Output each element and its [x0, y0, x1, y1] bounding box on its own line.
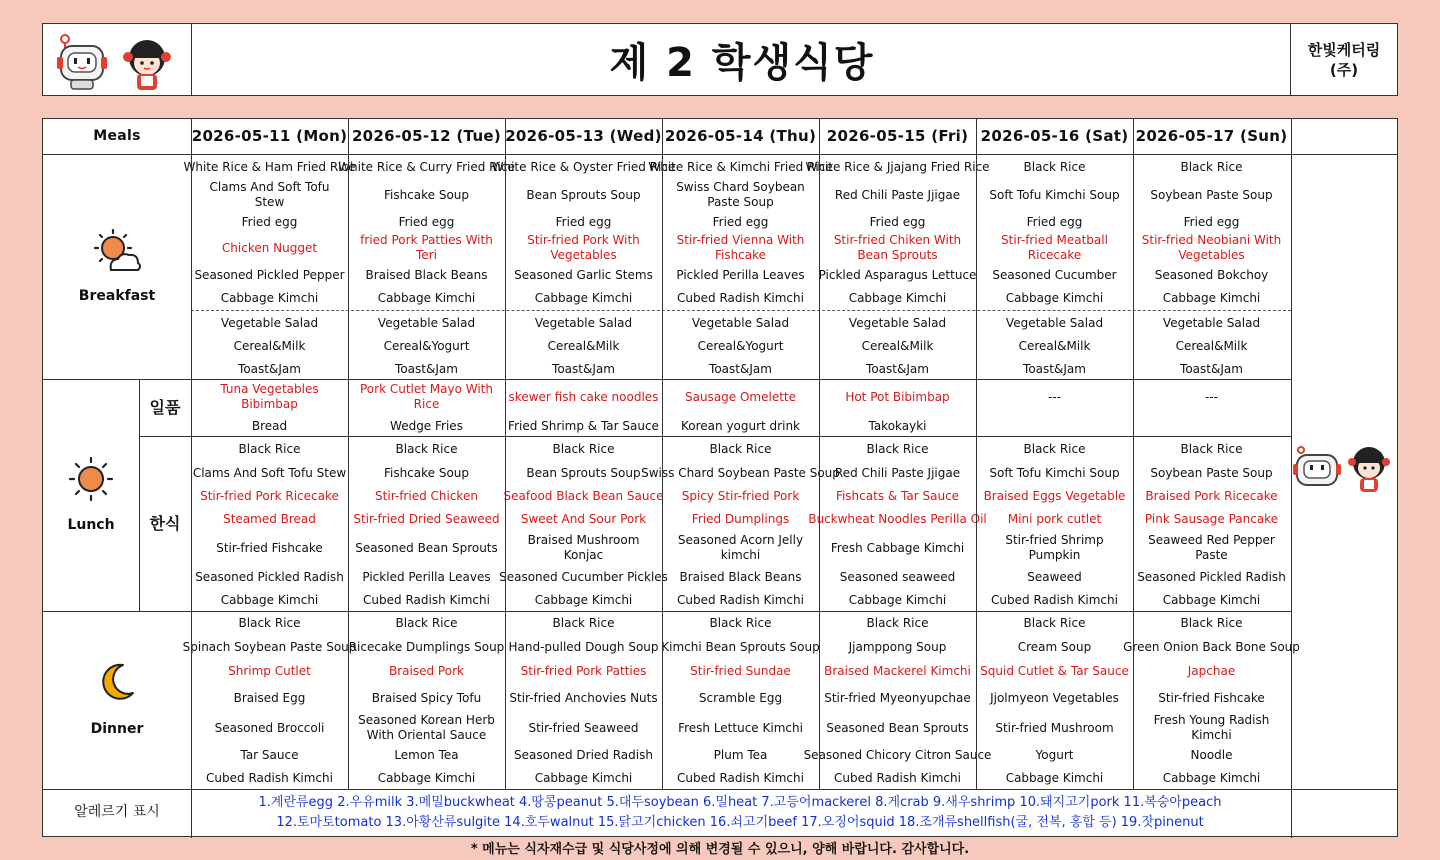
breakfast-label-text: Breakfast [78, 287, 156, 304]
menu-item: Seasoned Chicory Citron Sauce [803, 747, 992, 762]
korean-label: 한식 [149, 513, 181, 533]
menu-item: Kimchi Bean Sprouts Soup [661, 639, 820, 654]
menu-item: Seasoned Bean Sprouts [826, 720, 969, 735]
page-title: 제 2 학생식당 [609, 40, 875, 86]
day-header: 2026-05-16 (Sat) [980, 127, 1129, 146]
right-mascot-cell [1291, 154, 1397, 789]
menu-item: Jjolmyeon Vegetables [990, 690, 1119, 705]
menu-item: Black Rice [552, 615, 615, 630]
menu-item: Stir-fried Meatball Ricecake [1001, 233, 1108, 262]
special-label: 일품 [149, 397, 181, 417]
menu-item: Clams And Soft Tofu Stew [192, 465, 347, 480]
menu-item: Seasoned Cucumber [992, 267, 1117, 282]
menu-item: Cabbage Kimchi [377, 290, 476, 305]
menu-item: Bean Sprouts Soup [526, 465, 641, 480]
menu-item: Cabbage Kimchi [848, 290, 947, 305]
menu-item: Fried egg [398, 214, 455, 229]
menu-item: Black Rice [709, 615, 772, 630]
menu-item: Lemon Tea [394, 747, 459, 762]
menu-item: Seasoned Pickled Radish [195, 569, 344, 584]
menu-item: Green Onion Back Bone Soup [1123, 639, 1300, 654]
menu-item: Braised Mushroom Konjac [527, 533, 640, 562]
menu-item: Seaweed Red Pepper Paste [1148, 533, 1275, 562]
menu-item: Vegetable Salad [848, 315, 947, 330]
menu-item: Scramble Egg [698, 690, 783, 705]
menu-item: Pickled Asparagus Lettuce [818, 267, 977, 282]
menu-item: Fishcake Soup [383, 465, 470, 480]
menu-item: Bean Sprouts Soup [526, 187, 641, 202]
menu-item [976, 416, 1133, 436]
menu-item: Red Chili Paste Jjigae [834, 187, 961, 202]
menu-item: Cabbage Kimchi [1005, 770, 1104, 785]
menu-item: Stir-fried Sundae [690, 663, 791, 678]
menu-item: fried Pork Patties With Teri [360, 233, 493, 262]
menu-item: Shrimp Cutlet [228, 663, 311, 678]
menu-item: Black Rice [709, 441, 772, 456]
menu-item: Cabbage Kimchi [848, 592, 947, 607]
menu-item: Fried egg [712, 214, 769, 229]
menu-item: Braised Black Beans [679, 569, 802, 584]
menu-item: Cabbage Kimchi [220, 290, 319, 305]
menu-item: Hot Pot Bibimbap [845, 389, 950, 404]
menu-item: Black Rice [1180, 159, 1243, 174]
menu-item: Stir-fried Fishcake [1158, 690, 1265, 705]
menu-item: Soft Tofu Kimchi Soup [989, 187, 1120, 202]
menu-item: Stir-fried Pork Patties [520, 663, 647, 678]
menu-item: Sausage Omelette [684, 389, 797, 404]
menu-item: Toast&Jam [238, 361, 301, 376]
menu-item: Braised Mackerel Kimchi [824, 663, 971, 678]
menu-item: Soybean Paste Soup [1150, 187, 1273, 202]
menu-item: Spicy Stir-fried Pork [681, 488, 800, 503]
menu-item: Pickled Perilla Leaves [362, 569, 491, 584]
menu-item: Korean yogurt drink [681, 418, 800, 433]
menu-item: Fresh Cabbage Kimchi [830, 540, 965, 555]
menu-item: Cabbage Kimchi [1162, 290, 1261, 305]
menu-item: White Rice & Curry Fried Rice [338, 159, 515, 174]
menu-item: Cabbage Kimchi [1005, 290, 1104, 305]
lunch-label-text: Lunch [67, 517, 115, 534]
mascot-logo-cell [43, 24, 192, 95]
menu-item: Black Rice [1023, 615, 1086, 630]
menu-item: Cubed Radish Kimchi [991, 592, 1118, 607]
menu-item: Seasoned Pickled Pepper [194, 267, 345, 282]
menu-item: Stir-fried Chicken [375, 488, 478, 503]
menu-item: Swiss Chard Soybean Paste Soup [676, 180, 805, 209]
menu-item: Buckwheat Noodles Perilla Oil [808, 511, 987, 526]
menu-item: Black Rice [238, 441, 301, 456]
menu-item: Ricecake Dumplings Soup [348, 639, 505, 654]
menu-item: Mini pork cutlet [1007, 511, 1102, 526]
menu-item: Vegetable Salad [220, 315, 319, 330]
menu-item: Stir-fried Myeonyupchae [824, 690, 971, 705]
menu-item: Seasoned Bokchoy [1154, 267, 1269, 282]
menu-item: Fishcake Soup [383, 187, 470, 202]
moon-icon [97, 661, 137, 703]
grid-line [43, 154, 1398, 155]
page-header [42, 23, 1398, 96]
day-header: 2026-05-15 (Fri) [826, 127, 969, 146]
menu-item: Stir-fried Anchovies Nuts [509, 690, 658, 705]
menu-item: Cereal&Yogurt [383, 338, 470, 353]
menu-item: Toast&Jam [1023, 361, 1086, 376]
menu-item: White Rice & Kimchi Fried Rice [648, 159, 833, 174]
breakfast-label [43, 154, 191, 379]
menu-item: Cereal&Milk [861, 338, 934, 353]
menu-item: Toast&Jam [552, 361, 615, 376]
menu-item: Seasoned Garlic Stems [514, 267, 653, 282]
menu-item: Seasoned Broccoli [214, 720, 325, 735]
menu-item: Braised Spicy Tofu [371, 690, 482, 705]
menu-table [42, 118, 1398, 837]
menu-item: Cubed Radish Kimchi [677, 770, 804, 785]
menu-item: Braised Pork Ricecake [1145, 488, 1278, 503]
menu-item: Black Rice [395, 441, 458, 456]
allergy-line-1: 1.계란류egg 2.우유milk 3.메밀buckwheat 4.땅콩peanut 5.대두soybean 6.밀heat 7.고등어mackerel 8.게crab 9.새우shrimp 10.돼지고기pork 11.복숭아peach [258, 794, 1222, 810]
menu-item: Stir-fried Neobiani With Vegetables [1141, 233, 1282, 262]
menu-item: Clams And Soft Tofu Stew [209, 180, 330, 209]
menu-item: Red Chili Paste Jjigae [834, 465, 961, 480]
menu-item: Fresh Lettuce Kimchi [678, 720, 803, 735]
menu-item: Cubed Radish Kimchi [834, 770, 961, 785]
grid-line [43, 379, 1291, 380]
menu-item: Chicken Nugget [221, 240, 318, 255]
grid-line [662, 119, 663, 789]
sun-cloud-icon [91, 228, 143, 274]
menu-item: Black Rice [866, 441, 929, 456]
menu-item: Cereal&Milk [233, 338, 306, 353]
menu-item: Cereal&Yogurt [697, 338, 784, 353]
dinner-label [43, 611, 191, 789]
day-header: 2026-05-13 (Wed) [505, 127, 662, 146]
menu-item: Cabbage Kimchi [534, 592, 633, 607]
menu-item: Spinach Soybean Paste Soup [182, 639, 357, 654]
menu-item: Soft Tofu Kimchi Soup [989, 465, 1120, 480]
menu-item: Cubed Radish Kimchi [677, 290, 804, 305]
menu-item: Tar Sauce [240, 747, 299, 762]
menu-item: Soybean Paste Soup [1150, 465, 1273, 480]
menu-item: --- [1205, 389, 1218, 404]
grid-line [505, 119, 506, 789]
menu-item: Cubed Radish Kimchi [206, 770, 333, 785]
menu-item: Seasoned Cucumber Pickles [499, 569, 668, 584]
grid-line [819, 119, 820, 789]
menu-item: Black Rice [1023, 441, 1086, 456]
menu-item: Vegetable Salad [691, 315, 790, 330]
menu-item: Wedge Fries [390, 418, 463, 433]
grid-line [43, 789, 1398, 790]
grid-line [1291, 119, 1292, 838]
menu-item: Stir-fried Vienna With Fishcake [676, 233, 805, 262]
mascot-girl-icon [121, 36, 173, 92]
menu-item: Fresh Young Radish Kimchi [1153, 713, 1270, 742]
menu-item: Seasoned Dried Radish [514, 747, 653, 762]
menu-item: Toast&Jam [1180, 361, 1243, 376]
menu-item: Black Rice [866, 615, 929, 630]
menu-item: Black Rice [552, 441, 615, 456]
menu-item: Braised Eggs Vegetable [983, 488, 1126, 503]
allergy-line-2: 12.토마토tomato 13.아황산류sulgite 14.호두walnut 15.닭고기chicken 16.쇠고기beef 17.오징어squid 18.조개류shellfish(굴, 전복, 홍합 등) 19.잣pinenut [276, 814, 1204, 830]
menu-item: Stir-fried Pork Ricecake [200, 488, 339, 503]
menu-item: Japchae [1187, 663, 1236, 678]
menu-item: Stir-fried Mushroom [995, 720, 1114, 735]
menu-item: Stir-fried Chiken With Bean Sprouts [833, 233, 962, 262]
meals-header: Meals [93, 127, 141, 144]
grid-line-dashed [191, 310, 1291, 311]
menu-item: Seasoned seaweed [839, 569, 956, 584]
menu-item: White Rice & Ham Fried Rice [183, 159, 356, 174]
day-header: 2026-05-14 (Thu) [664, 127, 817, 146]
menu-item: Cream Soup [1017, 639, 1092, 654]
menu-item: Fried Shrimp & Tar Sauce [508, 418, 659, 433]
menu-item: Stir-fried Seaweed [528, 720, 639, 735]
menu-item: Jjamppong Soup [848, 639, 947, 654]
menu-item: Yogurt [1035, 747, 1074, 762]
menu-item: --- [1048, 389, 1061, 404]
menu-item: Braised Black Beans [365, 267, 488, 282]
company-name-line1: 한빛케터링 [1307, 40, 1381, 59]
footer-note: * 메뉴는 식자재수급 및 식당사정에 의해 변경될 수 있으니, 양해 바랍니다. 감사합니다. [470, 842, 970, 857]
menu-item: Swiss Chard Soybean Paste Soup [641, 465, 840, 480]
menu-item: Cabbage Kimchi [1162, 592, 1261, 607]
mascot-icon [1293, 444, 1393, 494]
menu-item: Pink Sausage Pancake [1144, 511, 1279, 526]
menu-item: Vegetable Salad [534, 315, 633, 330]
menu-item: Black Rice [1180, 615, 1243, 630]
mascot-robot-icon [57, 32, 115, 90]
menu-item: White Rice & Oyster Fried Rice [491, 159, 676, 174]
menu-item: Vegetable Salad [1162, 315, 1261, 330]
grid-line [139, 436, 1291, 437]
menu-item: Seasoned Pickled Radish [1137, 569, 1286, 584]
menu-item: Cubed Radish Kimchi [677, 592, 804, 607]
menu-item: Cereal&Milk [1018, 338, 1091, 353]
menu-item: Fried egg [869, 214, 926, 229]
menu-item: Braised Pork [389, 663, 464, 678]
grid-line [976, 119, 977, 789]
lunch-label [43, 379, 139, 611]
menu-item: Fried Dumplings [691, 511, 790, 526]
menu-item: Stir-fried Fishcake [216, 540, 323, 555]
menu-item: Cabbage Kimchi [534, 290, 633, 305]
sun-icon [67, 455, 115, 503]
menu-item: Black Rice [1180, 441, 1243, 456]
menu-item: Fried egg [241, 214, 298, 229]
menu-item: Cabbage Kimchi [377, 770, 476, 785]
menu-item: Cereal&Milk [1175, 338, 1248, 353]
menu-item: Stir-fried Shrimp Pumpkin [1005, 533, 1104, 562]
menu-item: Black Rice [1023, 159, 1086, 174]
menu-item: skewer fish cake noodles [508, 389, 659, 404]
menu-item: Bread [251, 418, 288, 433]
grid-line [139, 379, 140, 611]
menu-item: Plum Tea [713, 747, 768, 762]
menu-item: Pork Cutlet Mayo With Rice [360, 382, 493, 411]
menu-item: Squid Cutlet & Tar Sauce [980, 663, 1129, 678]
menu-item: Cabbage Kimchi [534, 770, 633, 785]
menu-item: Black Rice [238, 615, 301, 630]
menu-item: Seafood Black Bean Sauce [503, 488, 664, 503]
grid-line [43, 611, 1291, 612]
menu-item: Noodle [1190, 747, 1233, 762]
menu-item: Seasoned Korean Herb With Oriental Sauce [358, 713, 495, 742]
menu-item [1133, 416, 1290, 436]
menu-item: Cabbage Kimchi [220, 592, 319, 607]
allergy-info [191, 789, 1289, 836]
menu-item: Cereal&Milk [547, 338, 620, 353]
menu-item: Steamed Bread [223, 511, 316, 526]
grid-line [348, 119, 349, 789]
menu-item: Fried egg [1026, 214, 1083, 229]
menu-item: Takokayki [868, 418, 927, 433]
menu-item: Pickled Perilla Leaves [676, 267, 805, 282]
menu-item: Stir-fried Pork With Vegetables [527, 233, 640, 262]
allergy-label: 알레르기 표시 [74, 803, 160, 820]
grid-line [1133, 119, 1134, 789]
menu-item: Toast&Jam [866, 361, 929, 376]
menu-item: Toast&Jam [395, 361, 458, 376]
company-name [1290, 24, 1397, 95]
menu-item: Sweet And Sour Pork [520, 511, 647, 526]
menu-item: Vegetable Salad [377, 315, 476, 330]
menu-item: Hand-pulled Dough Soup [508, 639, 659, 654]
menu-item: Braised Egg [233, 690, 306, 705]
menu-item: Fried egg [1183, 214, 1240, 229]
menu-item: Stir-fried Dried Seaweed [353, 511, 500, 526]
company-name-line2: (주) [1329, 60, 1359, 79]
menu-item: Tuna Vegetables Bibimbap [220, 382, 319, 411]
menu-item: White Rice & Jjajang Fried Rice [805, 159, 990, 174]
day-header: 2026-05-11 (Mon) [191, 127, 348, 146]
menu-item: Seasoned Acorn Jelly kimchi [677, 533, 804, 562]
menu-item: Fried egg [555, 214, 612, 229]
day-header: 2026-05-12 (Tue) [351, 127, 502, 146]
dinner-label-text: Dinner [90, 721, 144, 738]
menu-item: Fishcats & Tar Sauce [835, 488, 960, 503]
menu-item: Vegetable Salad [1005, 315, 1104, 330]
menu-item: Cubed Radish Kimchi [363, 592, 490, 607]
day-header: 2026-05-17 (Sun) [1135, 127, 1288, 146]
menu-item: Seaweed [1027, 569, 1082, 584]
menu-item: Cabbage Kimchi [1162, 770, 1261, 785]
grid-line [191, 119, 192, 838]
menu-item: Black Rice [395, 615, 458, 630]
menu-item: Seasoned Bean Sprouts [355, 540, 498, 555]
menu-item: Toast&Jam [709, 361, 772, 376]
